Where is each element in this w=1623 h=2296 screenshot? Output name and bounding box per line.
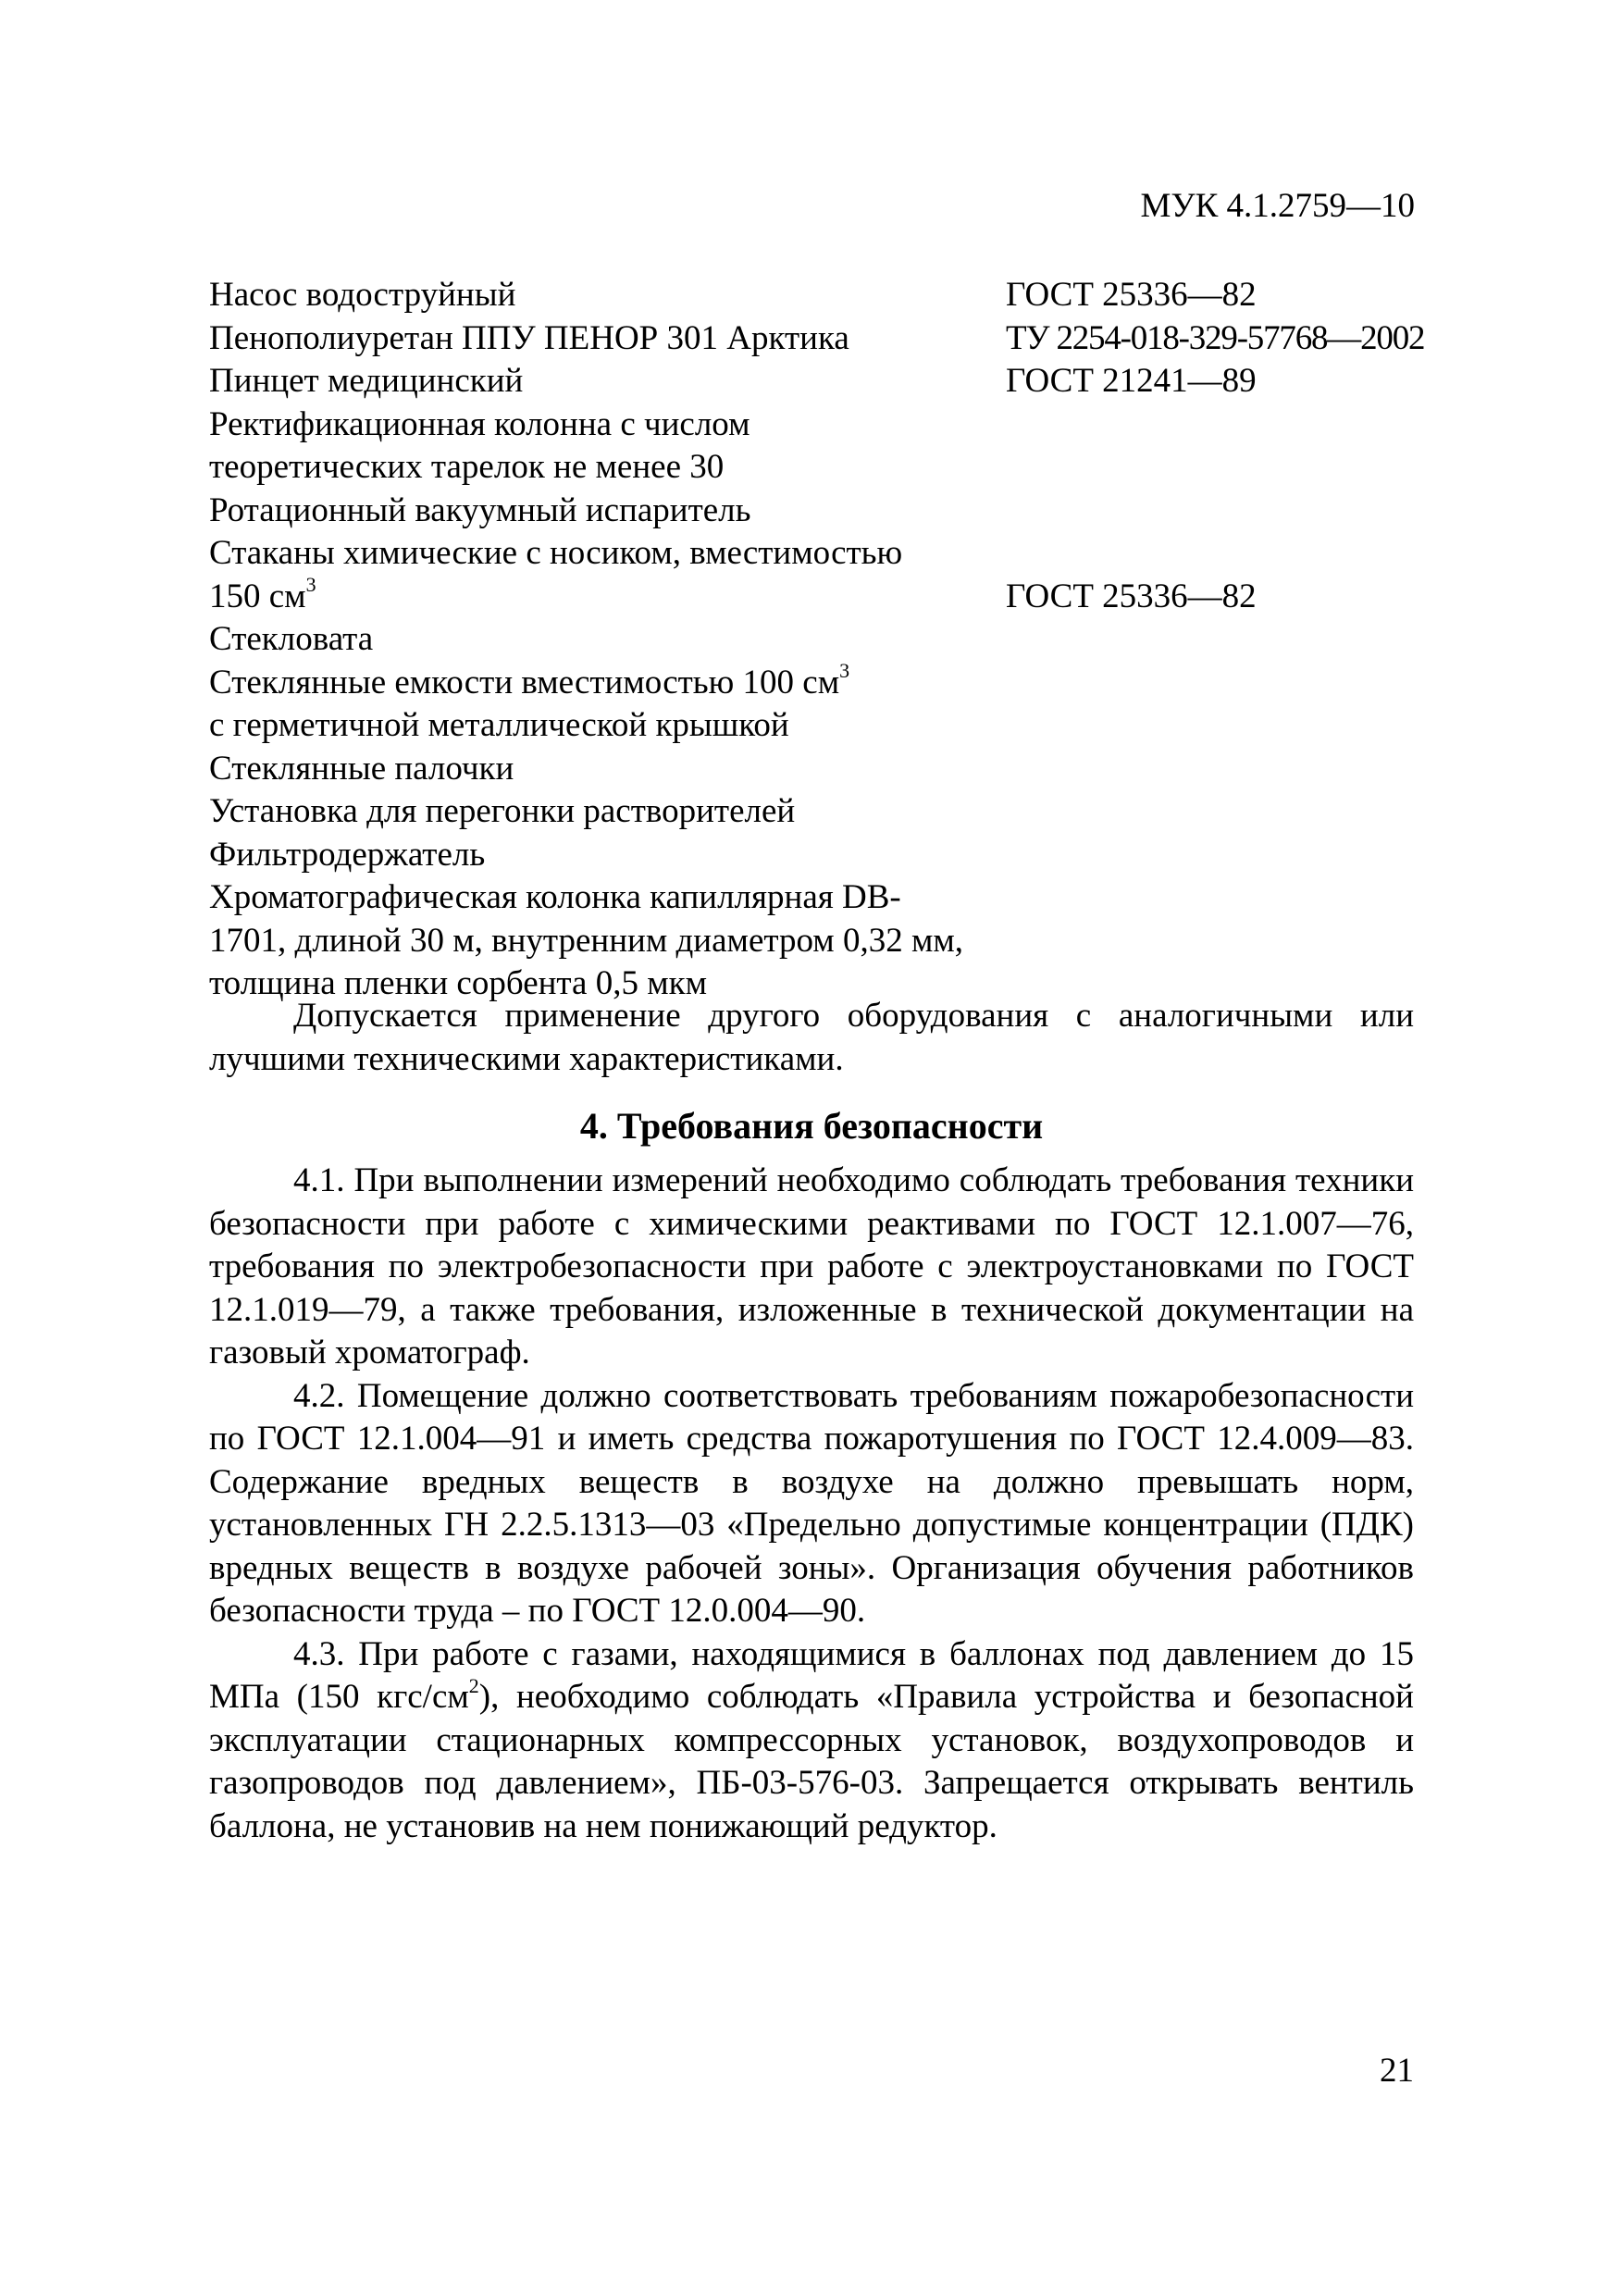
- equipment-item: [209, 659, 1458, 748]
- equipment-item: [209, 790, 1458, 834]
- equipment-name: Фильтродержатель: [209, 835, 486, 874]
- equipment-name-line: 150 см: [209, 577, 306, 615]
- equipment-name: Насос водоструйный: [209, 276, 516, 314]
- equipment-name: Ротационный вакуумный испаритель: [209, 490, 751, 529]
- equipment-name-line: Стеклянные емкости вместимостью 100 см: [209, 663, 840, 701]
- equipment-standard: ГОСТ 25336—82: [1006, 577, 1257, 615]
- body-text: [209, 995, 1414, 1848]
- page-number: 21: [1380, 2052, 1414, 2090]
- equipment-list: [209, 274, 1458, 1006]
- equipment-name: Пинцет медицинский: [209, 362, 524, 400]
- equipment-name: [209, 659, 986, 748]
- equipment-standard: ТУ 2254-018-329-57768—2002: [1006, 318, 1425, 357]
- equipment-name: Пенополиуретан ППУ ПЕНОР 301 Арктика: [209, 318, 849, 357]
- equipment-name: [209, 532, 986, 618]
- superscript: 3: [839, 659, 850, 683]
- equipment-item: [209, 490, 1458, 533]
- paragraph-4-3: [209, 1633, 1414, 1849]
- document-code-header: МУК 4.1.2759—10: [1140, 187, 1415, 225]
- equipment-item: [209, 834, 1458, 877]
- equipment-item: [209, 748, 1458, 791]
- equipment-item: [209, 532, 1458, 618]
- equipment-standard: ГОСТ 25336—82: [1006, 276, 1257, 314]
- superscript: 2: [468, 1673, 479, 1697]
- equipment-item: [209, 876, 1458, 1006]
- equipment-name: Хроматографическая колонка капиллярная DB-1701, длиной 30 м, внутренним диаметром 0,32 мм, толщина пленки сорбента 0,5 мкм: [209, 878, 964, 1002]
- equipment-item: [209, 618, 1458, 662]
- equipment-name: Стекловата: [209, 620, 374, 658]
- equipment-name: Установка для перегонки растворителей: [209, 792, 796, 830]
- equipment-item: [209, 317, 1458, 361]
- paragraph-4-1: 4.1. При выполнении измерений необходимо соблюдать требования техники безопасности при работе с химическими реактивами по ГОСТ 12.1.007—76, требования по электробезопасности при работе с электроустановками по ГОСТ 12.1.019—79, а также требования, изложенные в технической документации на газовый хроматограф.: [209, 1161, 1414, 1371]
- equipment-note: Допускается применение другого оборудования с аналогичными или лучшими техническими характеристиками.: [209, 997, 1414, 1078]
- equipment-item: [209, 360, 1458, 403]
- equipment-item: [209, 403, 1458, 490]
- paragraph-text: ), необходимо соблюдать «Правила устройства и безопасной эксплуатации стационарных компрессорных установок, воздухопроводов и газопроводов под давлением», ПБ-03-576-03. Запрещается открывать вентиль баллона, не установив на нем понижающий редуктор.: [209, 1678, 1414, 1845]
- equipment-name-line: с герметичной металлической крышкой: [209, 706, 789, 744]
- equipment-item: [209, 274, 1458, 317]
- paragraph-text: 4.3. При работе с газами, находящимися в баллонах под давлением до 15 МПа (150 кгс/см: [209, 1634, 1414, 1716]
- section-heading: 4. Требования безопасности: [579, 1105, 1044, 1147]
- equipment-name: Стеклянные палочки: [209, 749, 514, 788]
- equipment-name-line: Стаканы химические с носиком, вместимостью: [209, 534, 903, 572]
- superscript: 3: [305, 573, 316, 597]
- equipment-standard: ГОСТ 21241—89: [1006, 362, 1257, 400]
- paragraph-4-2: 4.2. Помещение должно соответствовать требованиям пожаробезопасности по ГОСТ 12.1.004—91 и иметь средства пожаротушения по ГОСТ 12.4.009—83. Содержание вредных веществ в воздухе на должно превышать норм, установленных ГН 2.2.5.1313—03 «Предельно допустимые концентрации (ПДК) вредных веществ в воздухе рабочей зоны». Организация обучения работников безопасности труда – по ГОСТ 12.0.004—90.: [209, 1376, 1414, 1630]
- equipment-name: Ректификационная колонна с числом теоретических тарелок не менее 30: [209, 404, 750, 486]
